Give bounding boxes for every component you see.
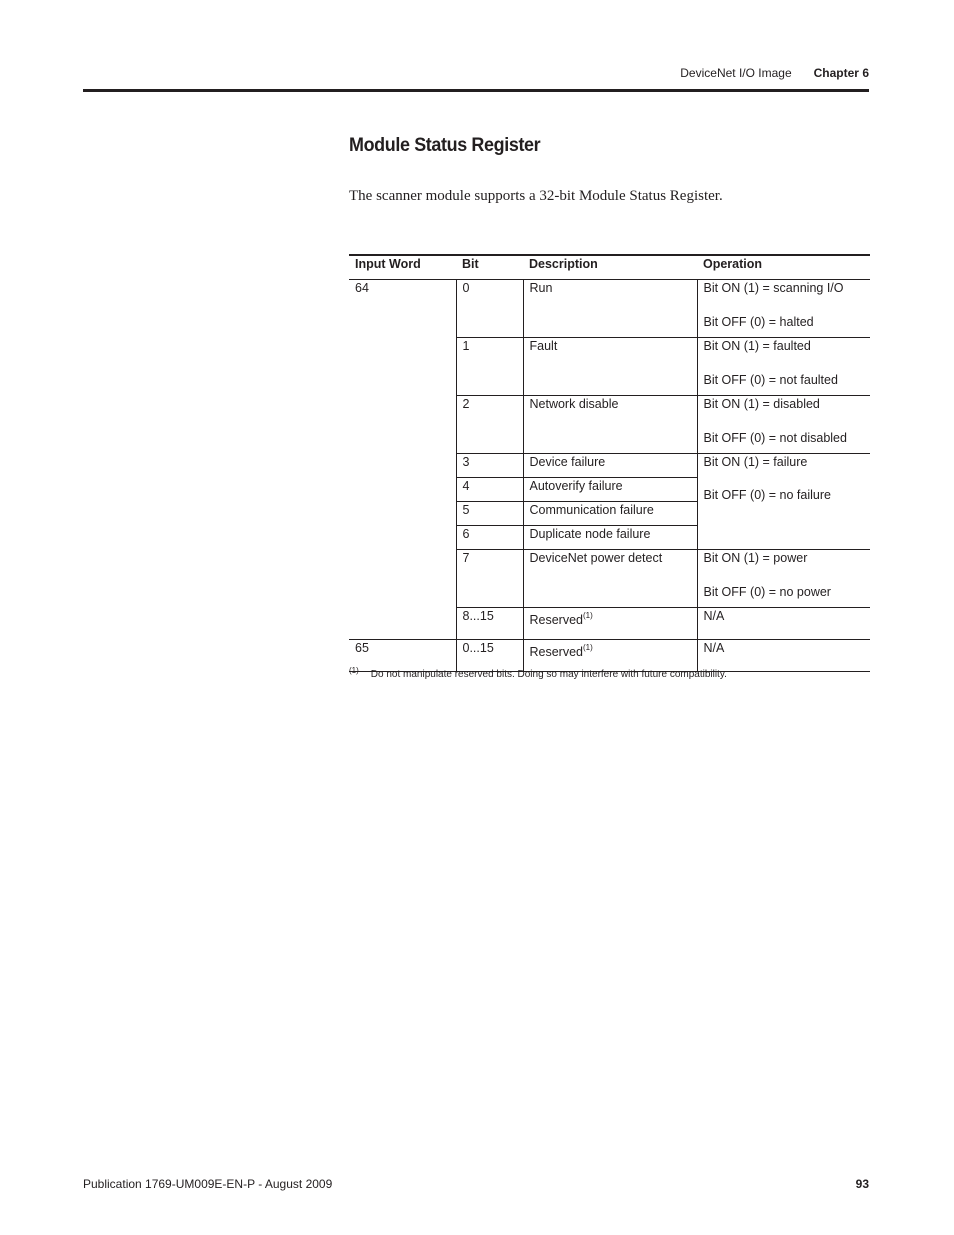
description-cell: DeviceNet power detect xyxy=(523,550,697,608)
footnote-text: Do not manipulate reserved bits. Doing so may interfere with future compatibility. xyxy=(370,669,727,680)
footnote-mark: (1) xyxy=(349,666,359,675)
footer-publication: Publication 1769-UM009E-EN-P - August 2009 xyxy=(83,1177,333,1191)
description-cell: Run xyxy=(523,280,697,338)
operation-cell: N/A xyxy=(697,640,870,672)
bit-cell: 6 xyxy=(456,526,523,550)
bit-cell: 5 xyxy=(456,502,523,526)
bit-cell: 0 xyxy=(456,280,523,338)
description-cell xyxy=(523,608,697,640)
operation-off: Bit OFF (0) = no failure xyxy=(703,488,831,502)
input-word-cell: 64 xyxy=(349,280,456,640)
table-footnote xyxy=(349,666,727,680)
description-cell: Network disable xyxy=(523,396,697,454)
intro-paragraph: The scanner module supports a 32-bit Module Status Register. xyxy=(349,188,723,204)
operation-cell xyxy=(697,338,870,396)
header-section: DeviceNet I/O Image xyxy=(680,66,792,80)
operation-on: Bit ON (1) = disabled xyxy=(703,397,820,411)
footnote-ref: (1) xyxy=(583,643,593,652)
table-header-row xyxy=(349,255,870,280)
operation-cell xyxy=(697,454,870,550)
bit-cell: 2 xyxy=(456,396,523,454)
col-header-input-word: Input Word xyxy=(349,255,456,280)
operation-on: Bit ON (1) = scanning I/O xyxy=(703,281,844,295)
description-cell: Communication failure xyxy=(523,502,697,526)
operation-cell: N/A xyxy=(697,608,870,640)
description-text: Reserved xyxy=(529,613,583,627)
bit-cell: 3 xyxy=(456,454,523,478)
section-title: Module Status Register xyxy=(349,134,541,156)
operation-off: Bit OFF (0) = not faulted xyxy=(703,373,838,387)
description-cell: Duplicate node failure xyxy=(523,526,697,550)
operation-on: Bit ON (1) = faulted xyxy=(703,339,811,353)
operation-on: Bit ON (1) = failure xyxy=(703,455,808,469)
operation-cell xyxy=(697,280,870,338)
description-cell: Device failure xyxy=(523,454,697,478)
operation-off: Bit OFF (0) = no power xyxy=(703,585,831,599)
input-word-cell: 65 xyxy=(349,640,456,672)
col-header-bit: Bit xyxy=(456,255,523,280)
description-text: Reserved xyxy=(529,645,583,659)
header-rule xyxy=(83,89,869,92)
operation-cell xyxy=(697,396,870,454)
description-cell: Autoverify failure xyxy=(523,478,697,502)
bit-cell: 7 xyxy=(456,550,523,608)
bit-cell: 0...15 xyxy=(456,640,523,672)
footer-page-number: 93 xyxy=(855,1177,869,1191)
description-cell: Fault xyxy=(523,338,697,396)
operation-on: Bit ON (1) = power xyxy=(703,551,808,565)
bit-cell: 8...15 xyxy=(456,608,523,640)
header-chapter: Chapter 6 xyxy=(813,66,869,80)
operation-cell xyxy=(697,550,870,608)
bit-cell: 4 xyxy=(456,478,523,502)
operation-off: Bit OFF (0) = not disabled xyxy=(703,431,847,445)
running-header xyxy=(680,66,869,80)
col-header-description: Description xyxy=(523,255,697,280)
col-header-operation: Operation xyxy=(697,255,870,280)
table-row xyxy=(349,280,870,338)
module-status-table xyxy=(349,254,870,672)
operation-off: Bit OFF (0) = halted xyxy=(703,315,814,329)
bit-cell: 1 xyxy=(456,338,523,396)
footnote-ref: (1) xyxy=(583,611,593,620)
